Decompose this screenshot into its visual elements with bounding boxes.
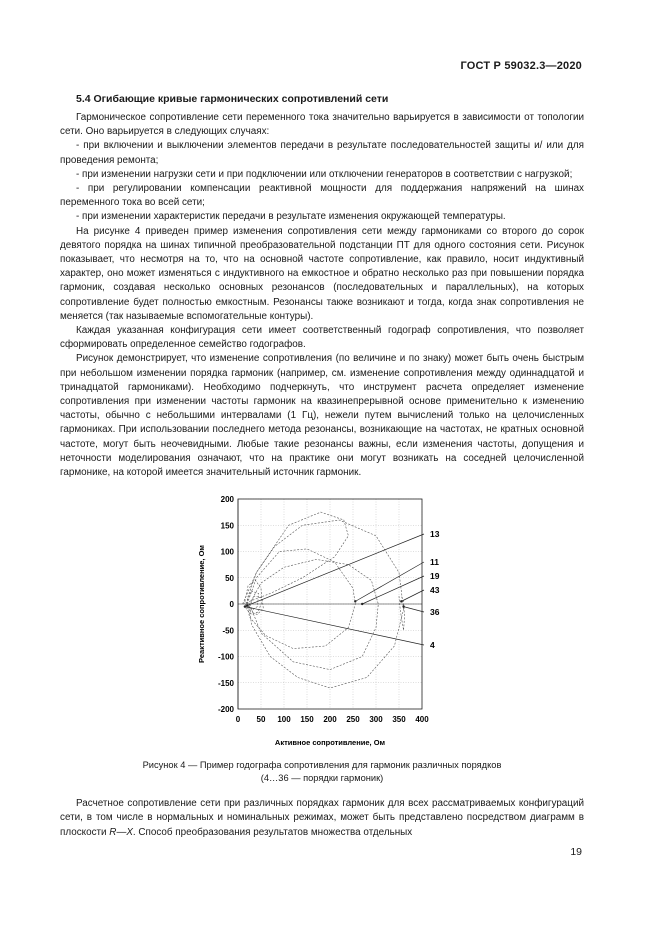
series-line	[250, 559, 379, 669]
figure-impedance-locus	[170, 487, 440, 749]
impedance-chart	[170, 487, 440, 749]
annotation-leader-line	[362, 576, 424, 604]
y-tick-label: 50	[225, 573, 234, 583]
document-header: ГОСТ Р 59032.3—2020	[460, 60, 582, 72]
figure-caption-line1: Рисунок 4 — Пример годографа сопротивления для гармоник различных порядков	[142, 760, 502, 770]
annotation-leader-line	[245, 607, 424, 645]
annotation-point	[402, 605, 404, 607]
annotation-point	[244, 605, 246, 607]
x-tick-label: 150	[300, 715, 314, 724]
annotation-point	[361, 603, 363, 605]
y-tick-label: 200	[220, 495, 234, 504]
y-tick-label: 0	[229, 600, 234, 609]
list-item: - при включении и выключении элементов передачи в результате последовательностей защиты и/ или для проведения ремонта;	[60, 140, 584, 166]
paragraph: Рисунок демонстрирует, что изменение сопротивления (по величине и по знаку) может быть очень быстрым при небольшом изменении порядка гармоник (например, см. изменение сопротивления между одиннадцатой и тринадцатой гармониками). Необходимо подчеркнуть, что инструмент расчета определяет изменение сопротивления при изменении частоты гармоник на квазинепрерывной основе применительно к изменению частоты, обычно с небольшими интервалами (1 Гц), нежели путем вычислений только на целочисленных гармониках. При использовании последнего метода резонансы, возникающие на частотах, не кратных основной частоте, могут быть неочевидными. Любые такие резонансы важны, если изменения частоты, допущения и неточности моделирования означают, что на практике они могут возникать на соседней целочисленной гармонике, на которой имеется значительный источник гармоник.	[60, 353, 584, 479]
annotation-label: 4	[430, 640, 435, 650]
x-tick-label: 200	[323, 715, 337, 724]
y-tick-label: 100	[220, 547, 234, 557]
y-tick-label: -50	[222, 626, 234, 636]
x-tick-label: 100	[277, 715, 291, 724]
y-tick-label: -150	[217, 678, 234, 688]
x-tick-label: 50	[256, 715, 266, 724]
series-line	[243, 512, 349, 604]
y-axis-label: Реактивное сопротивление, Ом	[197, 545, 206, 663]
paragraph: Гармоническое сопротивление сети переменного тока значительно варьируется в зависимости от топологии сети. Оно варьируется в следующих случаях:	[60, 112, 584, 138]
x-tick-label: 250	[346, 715, 360, 724]
x-tick-label: 300	[369, 715, 383, 724]
body-text-continued	[60, 797, 584, 840]
paragraph: На рисунке 4 приведен пример изменения сопротивления сети между гармониками со второго до сорок девятого порядка на шинах типичной преобразовательной подстанции ПТ для одного состояния сети. Рисунок показывает, что несмотря на то, что на основной частоте сопротивление, как правило, носит индуктивный характер, оно может изменяться с индуктивного на емкостное и обратно несколько раз при повышении порядка гармоник, создавая несколько основных резонансов (последовательных и параллельных), на которых сопротивление будет полностью емкостным. Резонансы также возникают и тогда, когда знак сопротивления не меняется (так называемые вспомогательные контуры).	[60, 225, 584, 322]
x-axis-label: Активное сопротивление, Ом	[274, 738, 386, 747]
annotation-label: 13	[430, 529, 440, 539]
list-item: - при регулировании компенсации реактивной мощности для поддержания напряжений на шинах переменного тока во всей сети;	[60, 183, 584, 209]
annotation-point	[354, 600, 356, 602]
list-item: - при изменении нагрузки сети и при подключении или отключении генераторов в соответствии с нагрузкой;	[76, 168, 573, 180]
x-tick-label: 0	[235, 715, 241, 724]
annotation-point	[246, 604, 248, 606]
annotation-leader-line	[404, 607, 424, 612]
annotation-leader-line	[401, 590, 424, 601]
annotation-point	[400, 600, 402, 602]
annotation-label: 19	[430, 571, 440, 581]
section-title: 5.4 Огибающие кривые гармонических сопротивлений сети	[76, 93, 389, 105]
annotation-label: 11	[430, 557, 439, 567]
x-tick-label: 350	[392, 715, 406, 724]
body-text	[60, 111, 584, 480]
annotation-label: 36	[430, 607, 440, 617]
page-number: 19	[570, 846, 582, 858]
paragraph-continued: Расчетное сопротивление сети при различных порядках гармоник для всех рассматриваемых конфигураций сети, в том числе в нормальных и номинальных режимах, может быть представлено посредством диаграмм в плоскости R—X. Способ преобразования результатов множества отдельных	[60, 798, 584, 838]
paragraph: Каждая указанная конфигурация сети имеет соответственный годограф сопротивления, что позволяет сформировать определенное семейство годографов.	[60, 325, 584, 351]
y-tick-label: 150	[220, 521, 234, 531]
y-tick-label: -100	[217, 652, 234, 662]
annotation-label: 43	[430, 585, 440, 595]
figure-caption-line2: (4…36 — порядки гармоник)	[260, 772, 384, 783]
figure-caption	[60, 759, 584, 784]
list-item: - при изменении характеристик передачи в результате изменения окружающей температуры.	[76, 211, 506, 223]
y-tick-label: -200	[217, 705, 234, 714]
x-tick-label: 400	[415, 715, 429, 724]
